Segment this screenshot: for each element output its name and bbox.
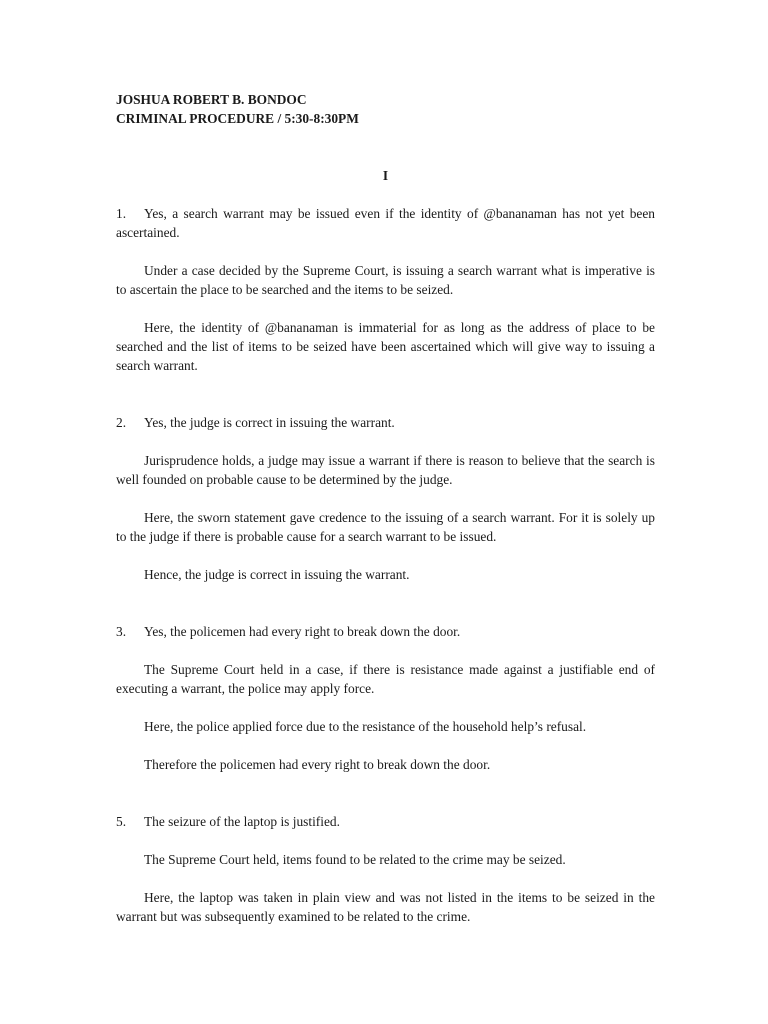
paragraph: Here, the police applied force due to the resistance of the household help’s refusal.: [144, 719, 587, 734]
paragraph: The Supreme Court held, items found to be related to the crime may be seized.: [144, 852, 566, 867]
answer-text: The seizure of the laptop is justified.: [144, 814, 340, 829]
question-1: [116, 204, 655, 375]
paragraph: Here, the sworn statement gave credence to the issuing of a search warrant. For it is solely up to the judge if there is probable cause for a search warrant to be issued.: [116, 510, 655, 544]
answer-line: [116, 812, 655, 831]
paragraph: Jurisprudence holds, a judge may issue a warrant if there is reason to believe that the search is well founded on probable cause to be determined by the judge.: [116, 453, 655, 487]
question-number: 3.: [116, 624, 127, 639]
answer-line: [116, 622, 655, 641]
answer-line: [116, 204, 655, 242]
student-name: JOSHUA ROBERT B. BONDOC: [116, 92, 307, 107]
question-number: 5.: [116, 814, 127, 829]
paragraph: Hence, the judge is correct in issuing the warrant.: [144, 567, 410, 582]
answer-line: [116, 413, 655, 432]
course-title: CRIMINAL PROCEDURE / 5:30-8:30PM: [116, 111, 359, 126]
paragraph: Therefore the policemen had every right to break down the door.: [144, 757, 491, 772]
paragraph: Under a case decided by the Supreme Court, is issuing a search warrant what is imperative is to ascertain the place to be searched and the items to be seized.: [116, 263, 655, 297]
question-3: [116, 622, 655, 774]
paragraph: Here, the laptop was taken in plain view and was not listed in the items to be seized in the warrant but was subsequently examined to be related to the crime.: [116, 890, 655, 924]
question-number: 2.: [116, 415, 127, 430]
section-title: I: [382, 168, 389, 183]
paragraph: Here, the identity of @bananaman is immaterial for as long as the address of place to be searched and the list of items to be seized have been ascertained which will give way to issuing a search warrant.: [116, 320, 655, 373]
document-page: [116, 90, 655, 926]
paragraph: The Supreme Court held in a case, if there is resistance made against a justifiable end of executing a warrant, the police may apply force.: [116, 662, 655, 696]
question-5: [116, 812, 655, 926]
answer-text: Yes, the policemen had every right to break down the door.: [144, 624, 461, 639]
question-number: 1.: [116, 206, 127, 221]
question-2: [116, 413, 655, 584]
answer-text: Yes, the judge is correct in issuing the warrant.: [144, 415, 395, 430]
answer-text: Yes, a search warrant may be issued even if the identity of @bananaman has not yet been ascertained.: [116, 206, 655, 240]
